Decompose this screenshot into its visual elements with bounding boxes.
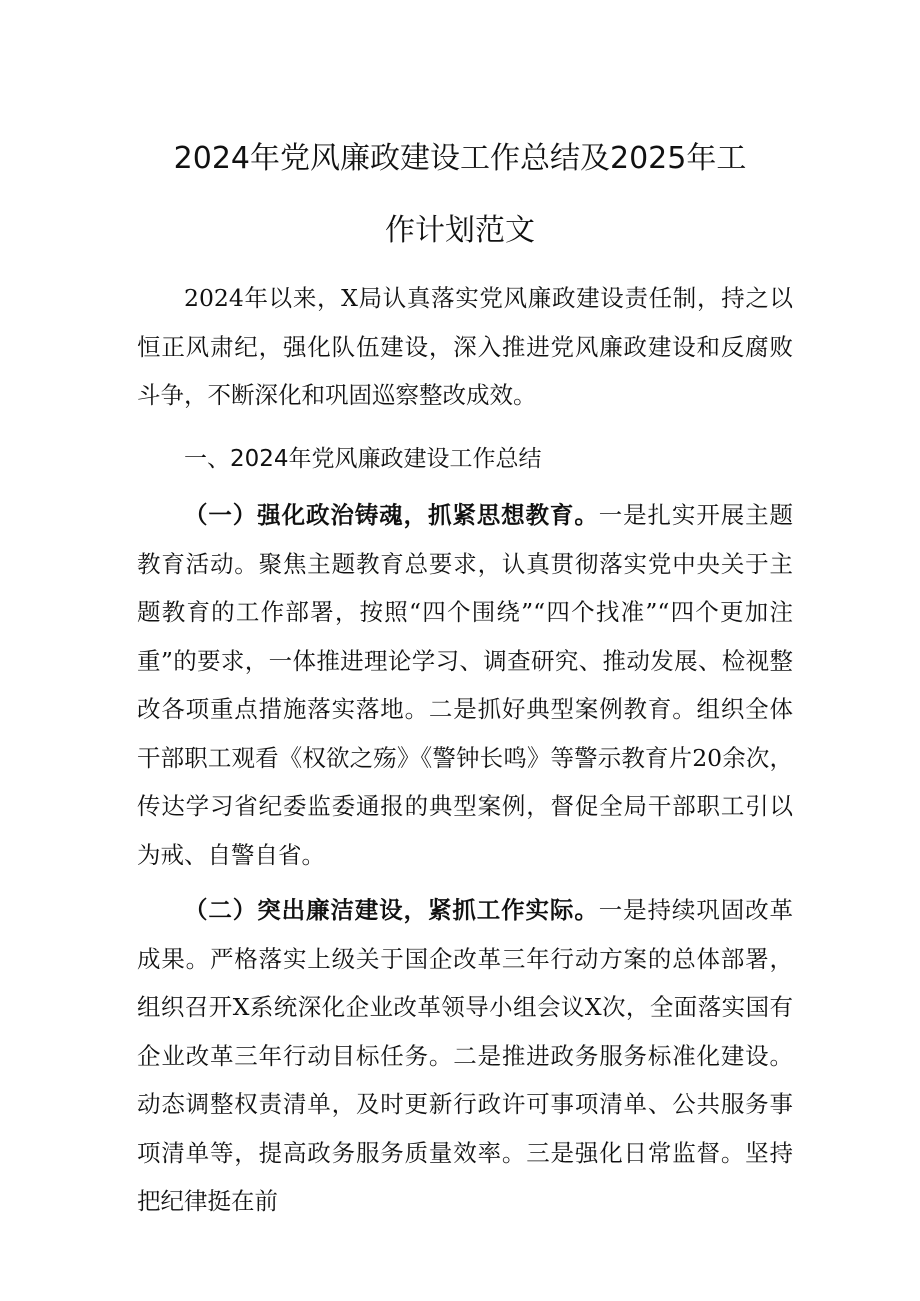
section-2-paragraph — [137, 886, 793, 1226]
document-title-line-2: 作计划范文 — [385, 213, 535, 248]
document-title-line-1: 2024年党风廉政建设工作总结及2025年工 — [173, 141, 747, 176]
section-2-body: 一是持续巩固改革成果。严格落实上级关于国企改革三年行动方案的总体部署，组织召开X系统深化企业改革领导小组会议X次，全面落实国有企业改革三年行动目标任务。二是推进政务服务标准化建设。动态调整权责清单，及时更新行政许可事项清单、公共服务事项清单等，提高政务服务质量效率。三是强化日常监督。坚持把纪律挺在前 — [137, 896, 794, 1215]
section-heading-1: 一、2024年党风廉政建设工作总结 — [184, 446, 542, 472]
intro-paragraph: 2024年以来，X局认真落实党风廉政建设责任制，持之以恒正风肃纪，强化队伍建设，深入推进党风廉政建设和反腐败斗争，不断深化和巩固巡察整改成效。 — [137, 284, 793, 409]
section-1-lead: （一）强化政治铸魂，抓紧思想教育。 — [184, 501, 599, 529]
section-1-paragraph — [137, 491, 793, 879]
section-1-body: 一是扎实开展主题教育活动。聚焦主题教育总要求，认真贯彻落实党中央关于主题教育的工作部署，按照“四个围绕”“四个找准”“四个更加注重”的要求，一体推进理论学习、调查研究、推动发展、检视整改各项重点措施落实落地。二是抓好典型案例教育。组织全体干部职工观看《权欲之殇》《警钟长鸣》等警示教育片20余次，传达学习省纪委监委通报的典型案例，督促全局干部职工引以为戒、自警自省。 — [137, 501, 794, 869]
section-2-lead: （二）突出廉洁建设，紧抓工作实际。 — [184, 896, 599, 924]
